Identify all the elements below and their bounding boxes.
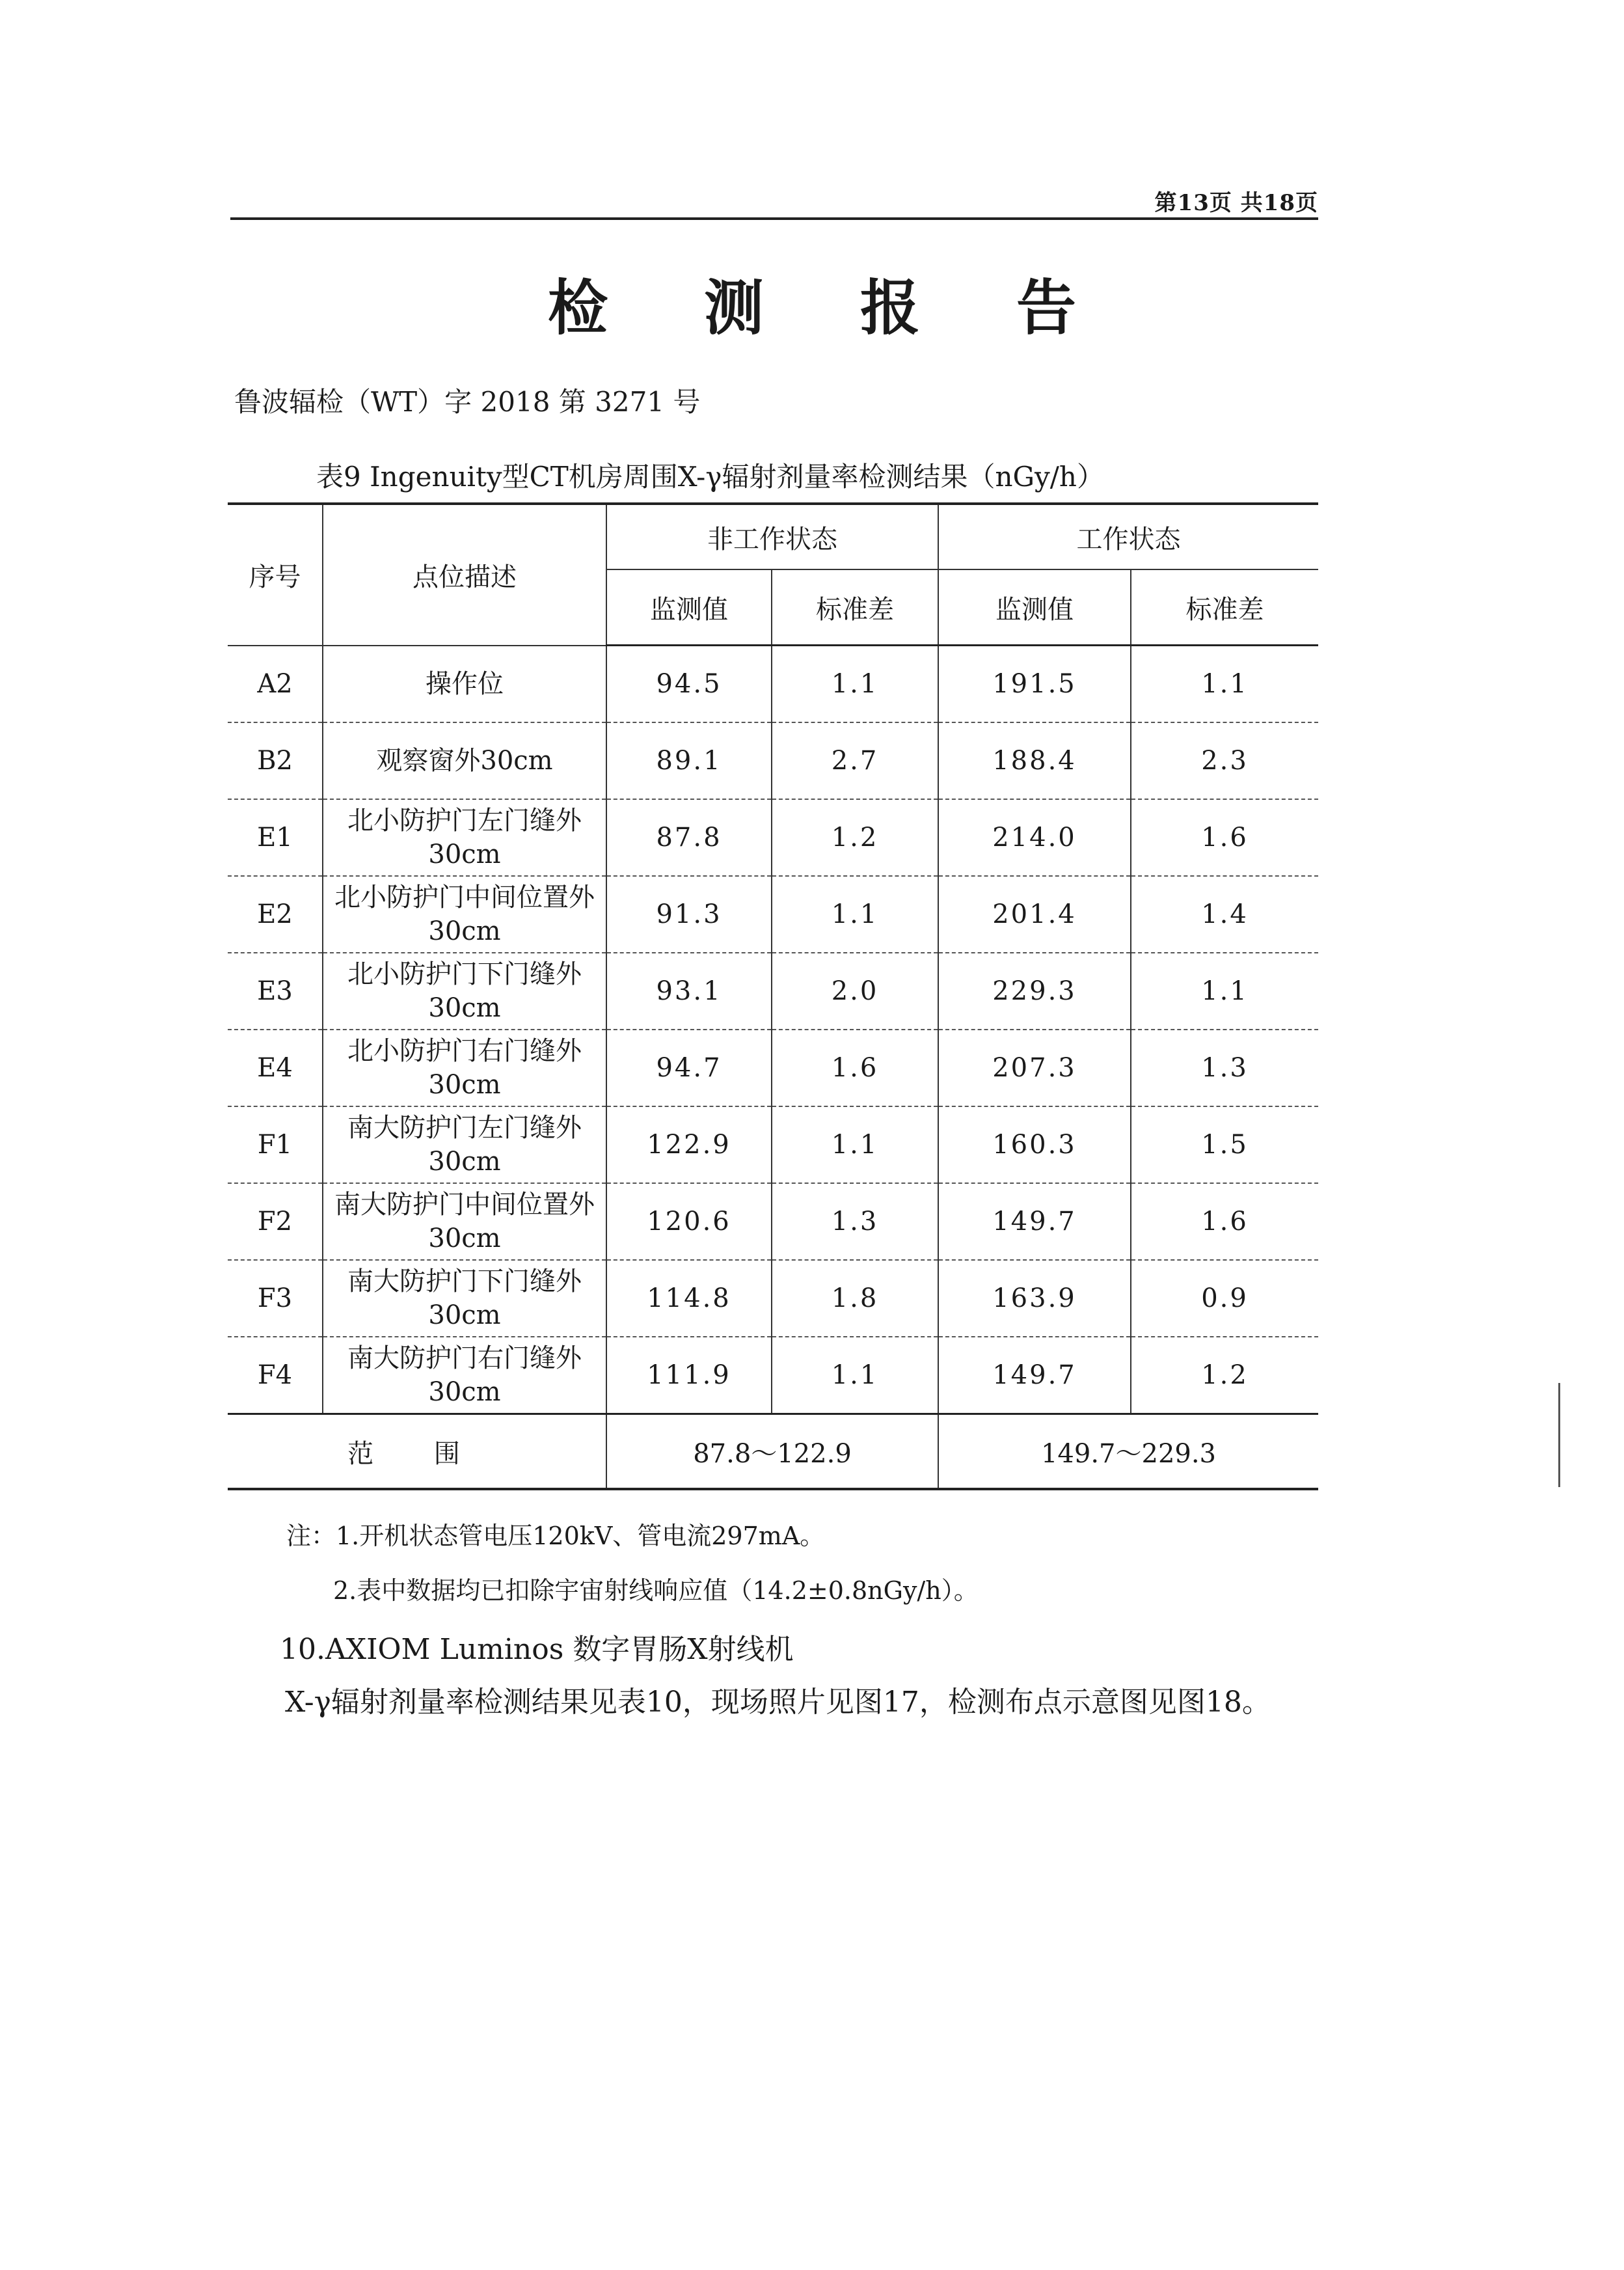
cell-desc: 北小防护门下门缝外30cm bbox=[323, 953, 606, 1030]
cell-nw-measured: 93.1 bbox=[606, 953, 772, 1030]
header-desc: 点位描述 bbox=[323, 504, 606, 646]
cell-w-std: 1.4 bbox=[1131, 876, 1318, 953]
header-w-std: 标准差 bbox=[1131, 569, 1318, 646]
table-row bbox=[228, 799, 1318, 876]
range-working: 149.7～229.3 bbox=[938, 1414, 1318, 1490]
cell-seq: E1 bbox=[228, 799, 323, 876]
cell-w-std: 1.3 bbox=[1131, 1030, 1318, 1106]
cell-seq: E3 bbox=[228, 953, 323, 1030]
table-row bbox=[228, 646, 1318, 723]
range-row bbox=[228, 1414, 1318, 1490]
table-row bbox=[228, 722, 1318, 799]
cell-nw-std: 1.3 bbox=[772, 1183, 938, 1260]
cell-desc: 南大防护门右门缝外30cm bbox=[323, 1337, 606, 1414]
cell-desc: 南大防护门左门缝外30cm bbox=[323, 1106, 606, 1183]
cell-desc: 操作位 bbox=[323, 646, 606, 723]
cell-nw-std: 2.7 bbox=[772, 722, 938, 799]
cell-nw-measured: 87.8 bbox=[606, 799, 772, 876]
cell-w-std: 1.2 bbox=[1131, 1337, 1318, 1414]
header-nw-measured: 监测值 bbox=[606, 569, 772, 646]
cell-nw-measured: 89.1 bbox=[606, 722, 772, 799]
note-1: 注：1.开机状态管电压120kV、管电流297mA。 bbox=[286, 1522, 825, 1550]
table-caption: 表9 Ingenuity型CT机房周围X-γ辐射剂量率检测结果（nGy/h） bbox=[316, 461, 1104, 493]
section-heading: 10.AXIOM Luminos 数字胃肠X射线机 bbox=[280, 1633, 794, 1666]
cell-desc: 北小防护门左门缝外30cm bbox=[323, 799, 606, 876]
header-w-measured: 监测值 bbox=[938, 569, 1131, 646]
cell-seq: F4 bbox=[228, 1337, 323, 1414]
cell-nw-std: 1.2 bbox=[772, 799, 938, 876]
cell-seq: A2 bbox=[228, 646, 323, 723]
cell-nw-measured: 114.8 bbox=[606, 1260, 772, 1337]
header-rule bbox=[230, 217, 1318, 220]
cell-w-std: 1.1 bbox=[1131, 646, 1318, 723]
header-working: 工作状态 bbox=[938, 504, 1318, 569]
cell-nw-measured: 94.5 bbox=[606, 646, 772, 723]
cell-seq: F2 bbox=[228, 1183, 323, 1260]
cell-w-measured: 188.4 bbox=[938, 722, 1131, 799]
range-label: 范 围 bbox=[228, 1414, 606, 1490]
cell-nw-measured: 120.6 bbox=[606, 1183, 772, 1260]
table-row bbox=[228, 1337, 1318, 1414]
cell-w-measured: 214.0 bbox=[938, 799, 1131, 876]
cell-nw-std: 1.6 bbox=[772, 1030, 938, 1106]
cell-nw-std: 2.0 bbox=[772, 953, 938, 1030]
margin-mark bbox=[1558, 1383, 1560, 1487]
header-seq: 序号 bbox=[228, 504, 323, 646]
cell-w-measured: 149.7 bbox=[938, 1183, 1131, 1260]
cell-nw-std: 1.1 bbox=[772, 1106, 938, 1183]
cell-desc: 南大防护门中间位置外30cm bbox=[323, 1183, 606, 1260]
cell-nw-std: 1.1 bbox=[772, 1337, 938, 1414]
cell-w-std: 2.3 bbox=[1131, 722, 1318, 799]
cell-w-measured: 201.4 bbox=[938, 876, 1131, 953]
cell-desc: 南大防护门下门缝外30cm bbox=[323, 1260, 606, 1337]
cell-seq: E2 bbox=[228, 876, 323, 953]
cell-w-std: 1.5 bbox=[1131, 1106, 1318, 1183]
header-non-working: 非工作状态 bbox=[606, 504, 938, 569]
cell-seq: B2 bbox=[228, 722, 323, 799]
cell-seq: E4 bbox=[228, 1030, 323, 1106]
cell-w-std: 1.6 bbox=[1131, 799, 1318, 876]
cell-nw-measured: 91.3 bbox=[606, 876, 772, 953]
cell-nw-measured: 94.7 bbox=[606, 1030, 772, 1106]
body-paragraph: X-γ辐射剂量率检测结果见表10，现场照片见图17，检测布点示意图见图18。 bbox=[285, 1686, 1271, 1719]
table-row bbox=[228, 1106, 1318, 1183]
cell-w-std: 0.9 bbox=[1131, 1260, 1318, 1337]
cell-w-measured: 160.3 bbox=[938, 1106, 1131, 1183]
cell-nw-std: 1.8 bbox=[772, 1260, 938, 1337]
table-row bbox=[228, 1030, 1318, 1106]
document-title: 检 测 报 告 bbox=[547, 273, 1115, 343]
cell-w-measured: 163.9 bbox=[938, 1260, 1131, 1337]
cell-w-std: 1.6 bbox=[1131, 1183, 1318, 1260]
table-notes bbox=[286, 1509, 979, 1618]
cell-w-std: 1.1 bbox=[1131, 953, 1318, 1030]
cell-w-measured: 229.3 bbox=[938, 953, 1131, 1030]
cell-nw-measured: 111.9 bbox=[606, 1337, 772, 1414]
cell-desc: 北小防护门右门缝外30cm bbox=[323, 1030, 606, 1106]
cell-desc: 北小防护门中间位置外30cm bbox=[323, 876, 606, 953]
cell-nw-std: 1.1 bbox=[772, 876, 938, 953]
header-nw-std: 标准差 bbox=[772, 569, 938, 646]
cell-nw-measured: 122.9 bbox=[606, 1106, 772, 1183]
report-number: 鲁波辐检（WT）字 2018 第 3271 号 bbox=[234, 386, 701, 418]
table-row bbox=[228, 876, 1318, 953]
cell-w-measured: 207.3 bbox=[938, 1030, 1131, 1106]
table-row bbox=[228, 953, 1318, 1030]
cell-seq: F3 bbox=[228, 1260, 323, 1337]
page-number: 第13页 共18页 bbox=[1154, 190, 1318, 216]
table-row bbox=[228, 1183, 1318, 1260]
cell-w-measured: 191.5 bbox=[938, 646, 1131, 723]
cell-desc: 观察窗外30cm bbox=[323, 722, 606, 799]
cell-seq: F1 bbox=[228, 1106, 323, 1183]
cell-w-measured: 149.7 bbox=[938, 1337, 1131, 1414]
table-row bbox=[228, 1260, 1318, 1337]
dose-rate-table bbox=[228, 502, 1318, 1490]
range-non-working: 87.8～122.9 bbox=[606, 1414, 938, 1490]
cell-nw-std: 1.1 bbox=[772, 646, 938, 723]
note-2: 2.表中数据均已扣除宇宙射线响应值（14.2±0.8nGy/h）。 bbox=[333, 1576, 979, 1605]
table-header-row bbox=[228, 504, 1318, 569]
